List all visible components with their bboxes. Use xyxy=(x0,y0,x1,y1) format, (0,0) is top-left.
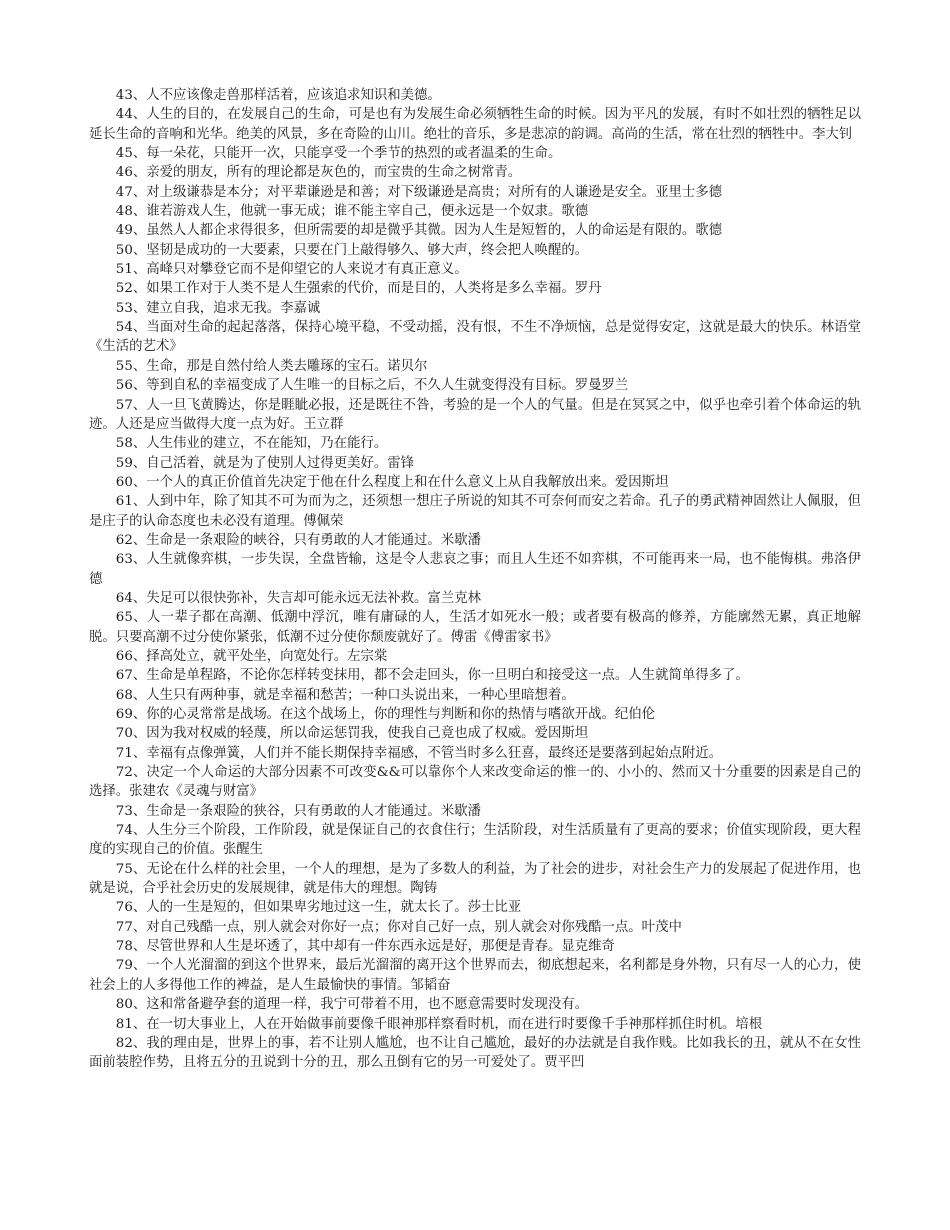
quote-paragraph: 48、谁若游戏人生，他就一事无成；谁不能主宰自己，便永远是一个奴隶。歌德 xyxy=(115,204,589,220)
quote-paragraph: 47、对上级谦恭是本分；对平辈谦逊是和善；对下级谦逊是高贵；对所有的人谦逊是安全。亚里士多德 xyxy=(115,184,723,200)
quote-paragraph: 79、一个人光溜溜的到这个世界来，最后光溜溜的离开这个世界而去，彻底想起来，名利都是身外物，只有尽一人的心力，使社会上的人多得他工作的裨益，是人生最愉快的事情。邹韬奋 xyxy=(89,958,861,993)
quote-paragraph: 68、人生只有两种事，就是幸福和愁苦；一种口头说出来，一种心里暗想着。 xyxy=(115,687,575,703)
quote-paragraph: 65、人一辈子都在高潮、低潮中浮沉，唯有庸碌的人，生活才如死水一般；或者要有极高的修养，方能廓然无累，真正地解脱。只要高潮不过分使你紧张，低潮不过分使你颓废就好了。傅雷《傅雷家书》 xyxy=(89,610,861,645)
quote-paragraph: 56、等到自私的幸福变成了人生唯一的目标之后，不久人生就变得没有目标。罗曼罗兰 xyxy=(115,378,629,394)
quote-paragraph: 67、生命是单程路，不论你怎样转变抹用，都不会走回头，你一旦明白和接受这一点。人生就简单得多了。 xyxy=(115,668,749,684)
quote-paragraph: 66、择高处立，就平处坐，向宽处行。左宗棠 xyxy=(115,648,388,664)
quote-paragraph: 70、因为我对权威的轻蔑，所以命运惩罚我，使我自己竟也成了权威。爱因斯坦 xyxy=(115,726,589,742)
quote-paragraph: 74、人生分三个阶段，工作阶段，就是保证自己的衣食住行；生活阶段，对生活质量有了更高的要求；价值实现阶段，更大程度的实现自己的价值。张醒生 xyxy=(89,823,861,858)
quote-paragraph: 57、人一旦飞黄腾达，你是睚眦必报，还是既往不咎，考验的是一个人的气量。但是在冥冥之中，似乎也牵引着个体命运的轨迹。人还是应当做得大度一点为好。王立群 xyxy=(89,397,861,432)
quote-paragraph: 60、一个人的真正价值首先决定于他在什么程度上和在什么意义上从自我解放出来。爱因斯坦 xyxy=(115,474,669,490)
quote-paragraph: 50、坚韧是成功的一大要素，只要在门上敲得够久、够大声，终会把人唤醒的。 xyxy=(115,242,589,258)
quote-paragraph: 71、幸福有点像弹簧，人们并不能长期保持幸福感，不管当时多么狂喜，最终还是要落到起始点附近。 xyxy=(115,745,723,761)
quote-paragraph: 63、人生就像弈棋，一步失误，全盘皆输，这是令人悲哀之事；而且人生还不如弈棋，不可能再来一局，也不能悔棋。弗洛伊德 xyxy=(89,552,861,587)
quote-paragraph: 76、人的一生是短的，但如果卑劣地过这一生，就太长了。莎士比亚 xyxy=(115,900,522,916)
quote-paragraph: 44、人生的目的，在发展自己的生命，可是也有为发展生命必须牺牲生命的时候。因为平凡的发展，有时不如壮烈的牺牲足以延长生命的音响和光华。绝美的风景，多在奇险的山川。绝壮的音乐，多是悲凉的韵调。高尚的生活，常在壮烈的牺牲中。李大钊 xyxy=(89,107,861,142)
quote-paragraph: 54、当面对生命的起起落落，保持心境平稳，不受动摇，没有恨，不生不净烦恼，总是觉得安定，这就是最大的快乐。林语堂《生活的艺术》 xyxy=(89,320,861,355)
quote-paragraph: 51、高峰只对攀登它而不是仰望它的人来说才有真正意义。 xyxy=(115,262,468,278)
quote-paragraph: 75、无论在什么样的社会里，一个人的理想，是为了多数人的利益，为了社会的进步，对社会生产力的发展起了促进作用，也就是说，合乎社会历史的发展规律，就是伟大的理想。陶铸 xyxy=(89,861,861,897)
quote-paragraph: 64、失足可以很快弥补，失言却可能永远无法补救。富兰克林 xyxy=(115,590,481,606)
quote-paragraph: 82、我的理由是，世界上的事，若不让别人尴尬，也不让自己尴尬，最好的办法就是自我作贱。比如我长的丑，就从不在女性面前装腔作势，且将五分的丑说到十分的丑，那么丑倒有它的另一可爱处了。贾平凹 xyxy=(89,1035,861,1071)
quote-paragraph: 62、生命是一条艰险的峡谷，只有勇敢的人才能通过。米歇潘 xyxy=(115,532,481,548)
quote-paragraph: 46、亲爱的朋友，所有的理论都是灰色的，而宝贵的生命之树常青。 xyxy=(115,165,522,181)
quote-paragraph: 69、你的心灵常常是战场。在这个战场上，你的理性与判断和你的热情与嗜欲开战。纪伯伦 xyxy=(115,707,656,722)
quote-paragraph: 77、对自己残酷一点，别人就会对你好一点；你对自己好一点，别人就会对你残酷一点。叶茂中 xyxy=(115,919,682,935)
quote-paragraph: 81、在一切大事业上，人在开始做事前要像千眼神那样察看时机，而在进行时要像千手神那样抓住时机。培根 xyxy=(115,1016,763,1032)
quote-paragraph: 61、人到中年，除了知其不可为而为之，还须想一想庄子所说的知其不可奈何而安之若命。孔子的勇武精神固然让人佩服，但是庄子的认命态度也未必没有道理。傅佩荣 xyxy=(89,494,861,529)
quote-paragraph: 49、虽然人人都企求得很多，但所需要的却是微乎其微。因为人生是短暂的，人的命运是有限的。歌德 xyxy=(115,223,723,239)
quote-paragraph: 73、生命是一条艰险的狭谷，只有勇敢的人才能通过。米歇潘 xyxy=(115,803,481,819)
quote-paragraph: 43、人不应该像走兽那样活着，应该追求知识和美德。 xyxy=(115,88,441,103)
quote-paragraph: 72、决定一个人命运的大部分因素不可改变&&可以靠你个人来改变命运的惟一的、小小的、然而又十分重要的因素是自己的选择。张建农《灵魂与财富》 xyxy=(89,765,861,800)
document-page xyxy=(89,86,861,1073)
quote-paragraph: 53、建立自我，追求无我。李嘉诚 xyxy=(115,300,321,316)
quote-paragraph: 59、自己活着，就是为了使别人过得更美好。雷锋 xyxy=(115,455,415,471)
quote-paragraph: 78、尽管世界和人生是坏透了，其中却有一件东西永远是好，那便是青春。显克维奇 xyxy=(115,939,615,955)
quote-paragraph: 58、人生伟业的建立，不在能知，乃在能行。 xyxy=(115,436,388,452)
quote-paragraph: 80、这和常备避孕套的道理一样，我宁可带着不用，也不愿意需要时发现没有。 xyxy=(115,997,589,1013)
quote-paragraph: 45、每一朵花，只能开一次，只能享受一个季节的热烈的或者温柔的生命。 xyxy=(115,146,562,162)
quote-paragraph: 52、如果工作对于人类不是人生强索的代价，而是目的，人类将是多么幸福。罗丹 xyxy=(115,281,602,297)
quote-paragraph: 55、生命，那是自然付给人类去雕琢的宝石。诺贝尔 xyxy=(115,358,428,374)
